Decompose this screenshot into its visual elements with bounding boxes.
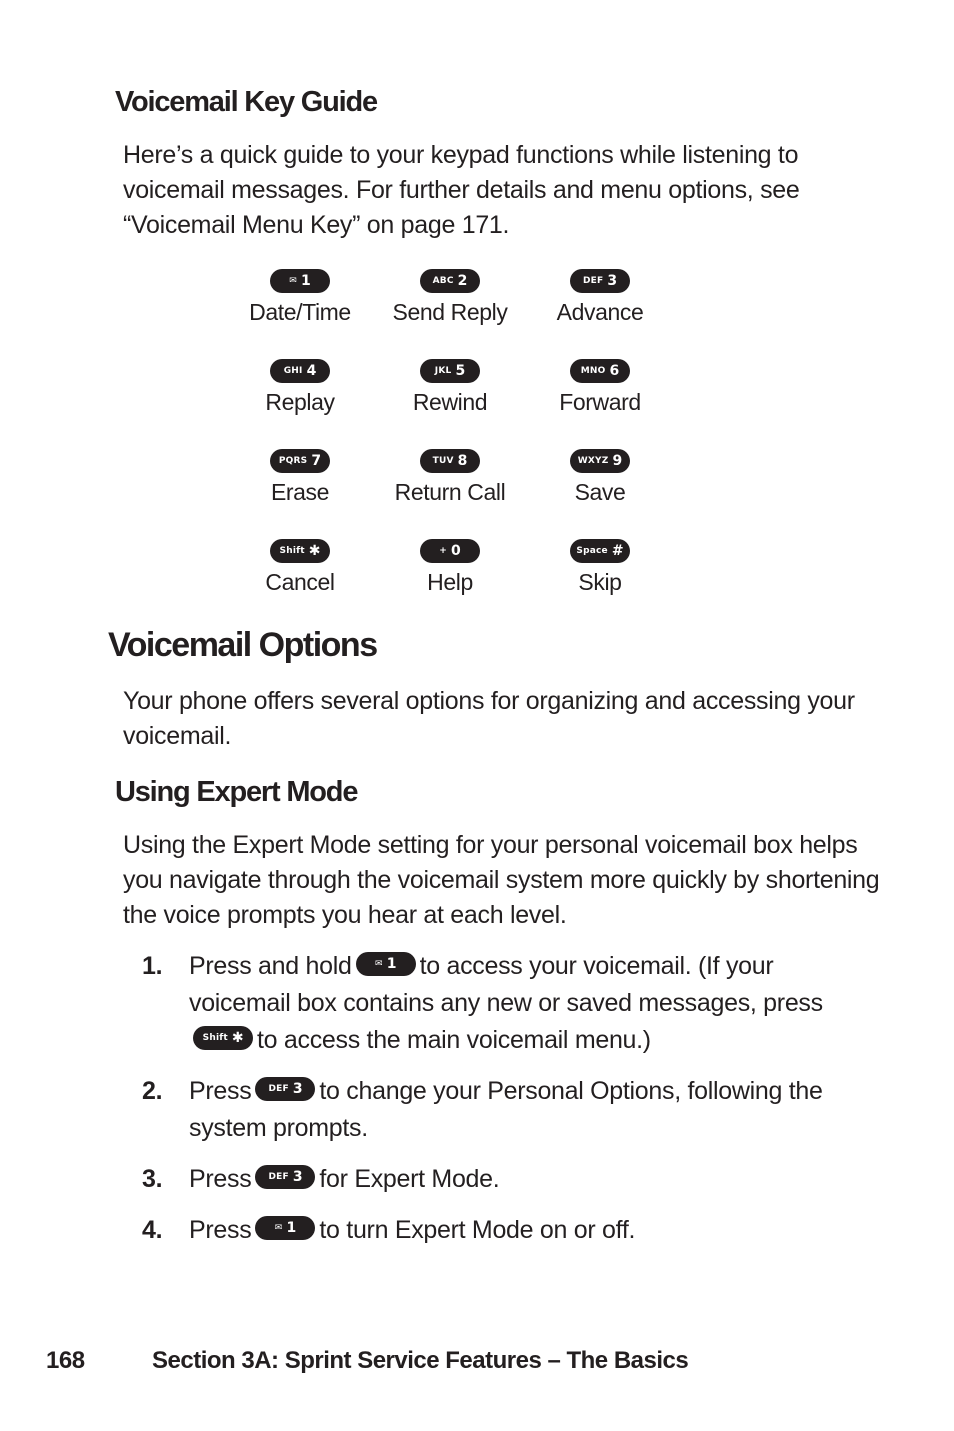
key-function-label: Cancel — [265, 569, 335, 595]
key-function-label: Return Call — [394, 479, 506, 505]
key-function-label: Date/Time — [249, 299, 351, 325]
key-pound-icon: Space # — [570, 539, 630, 563]
key-function-label: Rewind — [412, 389, 488, 415]
keypad-function-grid — [225, 267, 673, 627]
key-function-label: Help — [427, 569, 473, 595]
key-function-label: Replay — [265, 389, 335, 415]
step-number: 4. — [142, 1216, 163, 1244]
page-footer — [46, 1347, 688, 1375]
step-number: 1. — [142, 952, 163, 980]
key-3-icon: DEF 3 — [570, 269, 630, 293]
key-6-icon: MNO 6 — [570, 359, 630, 383]
key-1-icon: ✉ 1 — [356, 952, 416, 976]
voicemail-options-heading: Voicemail Options — [108, 626, 377, 664]
key-guide-item — [225, 267, 375, 357]
key-star-icon: Shift ✱ — [270, 539, 330, 563]
key-function-label: Forward — [559, 389, 641, 415]
voicemail-options-intro: Your phone offers several options for organizing and accessing your voicemail. — [123, 687, 855, 750]
key-star-icon: Shift ✱ — [193, 1026, 253, 1050]
key-guide-intro: Here’s a quick guide to your keypad functions while listening to voicemail messages. For further details and menu options, see “Voicemail Menu Key” on page 171. — [123, 141, 800, 239]
key-3-icon: DEF 3 — [255, 1077, 315, 1101]
key-3-icon: DEF 3 — [255, 1165, 315, 1189]
key-function-label: Erase — [270, 479, 330, 505]
expert-mode-steps — [142, 948, 872, 1263]
key-guide-item — [375, 357, 525, 447]
step-item: 4. Press ✉ 1 to turn Expert Mode on or off. — [142, 1212, 872, 1249]
page-number: 168 — [46, 1347, 85, 1374]
expert-mode-intro: Using the Expert Mode setting for your personal voicemail box helps you navigate through the voicemail system more quickly by shortening the voice prompts you hear at each level. — [123, 831, 880, 929]
step-item: 1. Press and hold ✉ 1 to access your voicemail. (If your voicemail box contains any new or saved messages, press Shift ✱ to access the main voicemail menu.) — [142, 948, 872, 1059]
key-guide-item — [375, 267, 525, 357]
key-guide-item — [225, 537, 375, 627]
key-8-icon: TUV 8 — [420, 449, 480, 473]
key-function-label: Send Reply — [392, 299, 508, 325]
key-2-icon: ABC 2 — [420, 269, 480, 293]
key-1-icon: ✉ 1 — [255, 1216, 315, 1240]
key-7-icon: PQRS 7 — [270, 449, 330, 473]
voicemail-key-guide-heading: Voicemail Key Guide — [115, 86, 377, 118]
step-number: 2. — [142, 1077, 163, 1105]
key-function-label: Skip — [578, 569, 622, 595]
key-function-label: Advance — [556, 299, 644, 325]
key-4-icon: GHI 4 — [270, 359, 330, 383]
key-guide-item — [225, 357, 375, 447]
step-item: 3. Press DEF 3 for Expert Mode. — [142, 1161, 872, 1198]
key-guide-item — [525, 357, 675, 447]
key-guide-item — [525, 537, 675, 627]
key-5-icon: JKL 5 — [420, 359, 480, 383]
key-guide-item — [525, 267, 675, 357]
expert-mode-heading: Using Expert Mode — [115, 776, 358, 808]
key-1-icon: ✉ 1 — [270, 269, 330, 293]
section-title: Section 3A: Sprint Service Features – The Basics — [152, 1347, 689, 1374]
key-guide-item — [375, 537, 525, 627]
key-guide-item — [225, 447, 375, 537]
key-9-icon: WXYZ 9 — [570, 449, 630, 473]
step-item: 2. Press DEF 3 to change your Personal Options, following the system prompts. — [142, 1073, 872, 1147]
key-guide-item — [525, 447, 675, 537]
key-function-label: Save — [574, 479, 626, 505]
key-guide-item — [375, 447, 525, 537]
key-0-icon: + 0 — [420, 539, 480, 563]
step-number: 3. — [142, 1165, 163, 1193]
